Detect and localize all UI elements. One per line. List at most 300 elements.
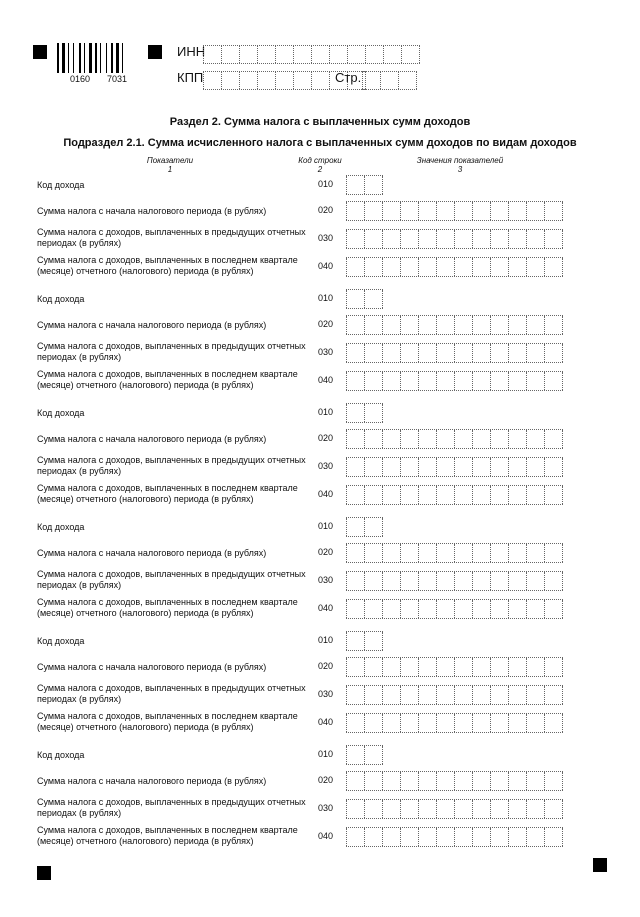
amount-field-020[interactable] [346, 429, 563, 449]
digit-cell[interactable] [508, 828, 526, 846]
digit-cell[interactable] [418, 486, 436, 504]
digit-cell[interactable] [490, 828, 508, 846]
digit-cell[interactable] [526, 430, 544, 448]
digit-cell[interactable] [490, 572, 508, 590]
digit-cell[interactable] [544, 772, 563, 790]
digit-cell[interactable] [454, 658, 472, 676]
digit-cell[interactable] [346, 714, 364, 732]
digit-cell[interactable] [346, 632, 364, 650]
amount-field-040[interactable] [346, 485, 563, 505]
digit-cell[interactable] [436, 544, 454, 562]
digit-cell[interactable] [544, 458, 563, 476]
line-code: 040 [318, 261, 334, 271]
digit-cell[interactable] [454, 800, 472, 818]
digit-cell[interactable] [418, 258, 436, 276]
digit-cell[interactable] [346, 404, 364, 422]
digit-cell[interactable] [418, 316, 436, 334]
digit-cell[interactable] [490, 600, 508, 618]
inn-label: ИНН [177, 44, 206, 59]
digit-cell[interactable] [436, 372, 454, 390]
digit-cell[interactable] [472, 486, 490, 504]
digit-cell[interactable] [364, 486, 382, 504]
digit-cell[interactable] [454, 316, 472, 334]
digit-cell[interactable] [418, 800, 436, 818]
digit-cell[interactable] [257, 46, 275, 63]
line-code: 020 [318, 319, 334, 329]
digit-cell[interactable] [490, 658, 508, 676]
digit-cell[interactable] [436, 658, 454, 676]
digit-cell[interactable] [382, 600, 400, 618]
digit-cell[interactable] [436, 600, 454, 618]
digit-cell[interactable] [382, 202, 400, 220]
amount-field-030[interactable] [346, 685, 563, 705]
digit-cell[interactable] [400, 344, 418, 362]
digit-cell[interactable] [508, 486, 526, 504]
digit-cell[interactable] [454, 458, 472, 476]
digit-cell[interactable] [275, 72, 293, 89]
digit-cell[interactable] [472, 686, 490, 704]
digit-cell[interactable] [490, 686, 508, 704]
digit-cell[interactable] [364, 344, 382, 362]
digit-cell[interactable] [400, 828, 418, 846]
digit-cell[interactable] [418, 230, 436, 248]
digit-cell[interactable] [472, 344, 490, 362]
amount-field-030[interactable] [346, 571, 563, 591]
digit-cell[interactable] [490, 258, 508, 276]
digit-cell[interactable] [472, 572, 490, 590]
amount-field-040[interactable] [346, 257, 563, 277]
digit-cell[interactable] [526, 572, 544, 590]
digit-cell[interactable] [382, 458, 400, 476]
digit-cell[interactable] [382, 230, 400, 248]
digit-cell[interactable] [364, 518, 383, 536]
digit-cell[interactable] [472, 430, 490, 448]
digit-cell[interactable] [400, 658, 418, 676]
amount-field-040[interactable] [346, 371, 563, 391]
digit-cell[interactable] [400, 800, 418, 818]
digit-cell[interactable] [436, 458, 454, 476]
digit-cell[interactable] [382, 658, 400, 676]
digit-cell[interactable] [365, 46, 383, 63]
digit-cell[interactable] [526, 658, 544, 676]
digit-cell[interactable] [418, 458, 436, 476]
digit-cell[interactable] [454, 544, 472, 562]
digit-cell[interactable] [382, 430, 400, 448]
digit-cell[interactable] [346, 772, 364, 790]
digit-cell[interactable] [454, 486, 472, 504]
digit-cell[interactable] [346, 430, 364, 448]
digit-cell[interactable] [382, 344, 400, 362]
digit-cell[interactable] [346, 800, 364, 818]
digit-cell[interactable] [544, 230, 563, 248]
digit-cell[interactable] [418, 372, 436, 390]
digit-cell[interactable] [346, 290, 364, 308]
digit-cell[interactable] [544, 372, 563, 390]
digit-cell[interactable] [436, 430, 454, 448]
digit-cell[interactable] [508, 372, 526, 390]
digit-cell[interactable] [508, 316, 526, 334]
digit-cell[interactable] [526, 344, 544, 362]
barcode-bar [82, 43, 83, 73]
digit-cell[interactable] [472, 772, 490, 790]
digit-cell[interactable] [418, 772, 436, 790]
digit-cell[interactable] [239, 46, 257, 63]
digit-cell[interactable] [418, 544, 436, 562]
digit-cell[interactable] [436, 258, 454, 276]
digit-cell[interactable] [346, 372, 364, 390]
subsection-title: Подраздел 2.1. Сумма исчисленного налога с выплаченных сумм доходов по видам доходов [63, 137, 577, 149]
barcode-bar [84, 43, 85, 73]
digit-cell[interactable] [544, 600, 563, 618]
row-label: Сумма налога с начала налогового периода (в рублях) [37, 776, 267, 786]
digit-cell[interactable] [346, 828, 364, 846]
digit-cell[interactable] [526, 230, 544, 248]
digit-cell[interactable] [472, 658, 490, 676]
digit-cell[interactable] [364, 230, 382, 248]
digit-cell[interactable] [544, 486, 563, 504]
digit-cell[interactable] [490, 430, 508, 448]
digit-cell[interactable] [436, 486, 454, 504]
digit-cell[interactable] [382, 544, 400, 562]
digit-cell[interactable] [472, 258, 490, 276]
amount-field-040[interactable] [346, 713, 563, 733]
digit-cell[interactable] [508, 544, 526, 562]
digit-cell[interactable] [472, 230, 490, 248]
digit-cell[interactable] [490, 800, 508, 818]
line-code: 020 [318, 547, 334, 557]
barcode-bar [106, 43, 107, 73]
page-field[interactable] [362, 71, 417, 90]
digit-cell[interactable] [490, 344, 508, 362]
digit-cell[interactable] [544, 828, 563, 846]
digit-cell[interactable] [490, 372, 508, 390]
digit-cell[interactable] [364, 404, 383, 422]
digit-cell[interactable] [544, 544, 563, 562]
digit-cell[interactable] [364, 316, 382, 334]
digit-cell[interactable] [400, 486, 418, 504]
amount-field-020[interactable] [346, 771, 563, 791]
digit-cell[interactable] [239, 72, 257, 89]
income-code-field[interactable] [346, 631, 383, 651]
digit-cell[interactable] [400, 316, 418, 334]
digit-cell[interactable] [257, 72, 275, 89]
digit-cell[interactable] [293, 46, 311, 63]
barcode-bar [120, 43, 121, 73]
digit-cell[interactable] [472, 600, 490, 618]
digit-cell[interactable] [380, 72, 398, 89]
digit-cell[interactable] [400, 430, 418, 448]
row-label: Сумма налога с доходов, выплаченных в последнем квартале (месяце) отчетного (налогового) периода (в рублях) [37, 597, 298, 618]
digit-cell[interactable] [418, 686, 436, 704]
digit-cell[interactable] [436, 714, 454, 732]
digit-cell[interactable] [364, 176, 383, 194]
digit-cell[interactable] [418, 714, 436, 732]
digit-cell[interactable] [400, 714, 418, 732]
digit-cell[interactable] [544, 344, 563, 362]
digit-cell[interactable] [490, 486, 508, 504]
digit-cell[interactable] [490, 230, 508, 248]
barcode-number: 7031 [107, 74, 128, 84]
digit-cell[interactable] [472, 714, 490, 732]
digit-cell[interactable] [490, 714, 508, 732]
digit-cell[interactable] [382, 800, 400, 818]
digit-cell[interactable] [508, 458, 526, 476]
digit-cell[interactable] [508, 686, 526, 704]
digit-cell[interactable] [508, 202, 526, 220]
digit-cell[interactable] [508, 800, 526, 818]
digit-cell[interactable] [454, 714, 472, 732]
digit-cell[interactable] [364, 290, 383, 308]
digit-cell[interactable] [436, 686, 454, 704]
digit-cell[interactable] [346, 202, 364, 220]
digit-cell[interactable] [400, 258, 418, 276]
digit-cell[interactable] [472, 316, 490, 334]
line-code: 020 [318, 205, 334, 215]
digit-cell[interactable] [418, 658, 436, 676]
digit-cell[interactable] [436, 230, 454, 248]
digit-cell[interactable] [544, 258, 563, 276]
digit-cell[interactable] [364, 800, 382, 818]
line-code: 020 [318, 661, 334, 671]
digit-cell[interactable] [362, 72, 380, 89]
digit-cell[interactable] [508, 714, 526, 732]
digit-cell[interactable] [508, 600, 526, 618]
digit-cell[interactable] [436, 800, 454, 818]
digit-cell[interactable] [454, 372, 472, 390]
digit-cell[interactable] [400, 686, 418, 704]
digit-cell[interactable] [544, 202, 563, 220]
digit-cell[interactable] [221, 46, 239, 63]
registration-mark [593, 858, 607, 872]
digit-cell[interactable] [364, 714, 382, 732]
digit-cell[interactable] [454, 258, 472, 276]
digit-cell[interactable] [418, 430, 436, 448]
amount-field-040[interactable] [346, 599, 563, 619]
digit-cell[interactable] [401, 46, 420, 63]
digit-cell[interactable] [346, 458, 364, 476]
digit-cell[interactable] [508, 658, 526, 676]
barcode-bar [93, 43, 94, 73]
digit-cell[interactable] [454, 686, 472, 704]
digit-cell[interactable] [364, 600, 382, 618]
digit-cell[interactable] [275, 46, 293, 63]
digit-cell[interactable] [364, 258, 382, 276]
digit-cell[interactable] [526, 686, 544, 704]
digit-cell[interactable] [311, 72, 329, 89]
digit-cell[interactable] [526, 772, 544, 790]
digit-cell[interactable] [526, 458, 544, 476]
digit-cell[interactable] [382, 686, 400, 704]
digit-cell[interactable] [454, 430, 472, 448]
digit-cell[interactable] [454, 344, 472, 362]
digit-cell[interactable] [383, 46, 401, 63]
income-code-field[interactable] [346, 745, 383, 765]
digit-cell[interactable] [490, 544, 508, 562]
digit-cell[interactable] [526, 202, 544, 220]
digit-cell[interactable] [382, 828, 400, 846]
digit-cell[interactable] [526, 258, 544, 276]
digit-cell[interactable] [526, 828, 544, 846]
digit-cell[interactable] [526, 714, 544, 732]
amount-field-020[interactable] [346, 543, 563, 563]
digit-cell[interactable] [346, 544, 364, 562]
digit-cell[interactable] [400, 600, 418, 618]
income-code-field[interactable] [346, 517, 383, 537]
digit-cell[interactable] [526, 600, 544, 618]
barcode [57, 43, 137, 73]
digit-cell[interactable] [526, 372, 544, 390]
digit-cell[interactable] [454, 572, 472, 590]
amount-field-030[interactable] [346, 343, 563, 363]
digit-cell[interactable] [400, 772, 418, 790]
digit-cell[interactable] [418, 600, 436, 618]
digit-cell[interactable] [346, 518, 364, 536]
digit-cell[interactable] [400, 458, 418, 476]
digit-cell[interactable] [508, 258, 526, 276]
income-code-field[interactable] [346, 175, 383, 195]
digit-cell[interactable] [436, 772, 454, 790]
income-code-field[interactable] [346, 289, 383, 309]
digit-cell[interactable] [472, 202, 490, 220]
digit-cell[interactable] [454, 230, 472, 248]
row-label: Сумма налога с доходов, выплаченных в предыдущих отчетных периодах (в рублях) [37, 683, 306, 704]
line-code: 040 [318, 489, 334, 499]
digit-cell[interactable] [472, 544, 490, 562]
digit-cell[interactable] [490, 316, 508, 334]
digit-cell[interactable] [400, 372, 418, 390]
digit-cell[interactable] [364, 458, 382, 476]
digit-cell[interactable] [364, 746, 383, 764]
digit-cell[interactable] [382, 316, 400, 334]
digit-cell[interactable] [508, 230, 526, 248]
inn-field[interactable] [203, 45, 420, 64]
digit-cell[interactable] [346, 344, 364, 362]
digit-cell[interactable] [418, 344, 436, 362]
line-code: 040 [318, 603, 334, 613]
digit-cell[interactable] [346, 686, 364, 704]
digit-cell[interactable] [364, 372, 382, 390]
digit-cell[interactable] [382, 772, 400, 790]
digit-cell[interactable] [544, 800, 563, 818]
digit-cell[interactable] [364, 828, 382, 846]
digit-cell[interactable] [508, 430, 526, 448]
digit-cell[interactable] [544, 316, 563, 334]
digit-cell[interactable] [526, 486, 544, 504]
digit-cell[interactable] [203, 72, 221, 89]
digit-cell[interactable] [347, 46, 365, 63]
digit-cell[interactable] [526, 316, 544, 334]
digit-cell[interactable] [382, 372, 400, 390]
digit-cell[interactable] [508, 572, 526, 590]
digit-cell[interactable] [346, 486, 364, 504]
digit-cell[interactable] [346, 230, 364, 248]
digit-cell[interactable] [364, 632, 383, 650]
digit-cell[interactable] [293, 72, 311, 89]
digit-cell[interactable] [454, 772, 472, 790]
digit-cell[interactable] [382, 572, 400, 590]
digit-cell[interactable] [544, 686, 563, 704]
digit-cell[interactable] [400, 230, 418, 248]
digit-cell[interactable] [490, 202, 508, 220]
digit-cell[interactable] [400, 202, 418, 220]
digit-cell[interactable] [364, 658, 382, 676]
amount-field-030[interactable] [346, 457, 563, 477]
digit-cell[interactable] [472, 372, 490, 390]
digit-cell[interactable] [436, 316, 454, 334]
digit-cell[interactable] [346, 176, 364, 194]
digit-cell[interactable] [346, 572, 364, 590]
barcode-bar [98, 43, 99, 73]
digit-cell[interactable] [454, 600, 472, 618]
digit-cell[interactable] [382, 486, 400, 504]
row-label: Сумма налога с доходов, выплаченных в последнем квартале (месяце) отчетного (налогового) периода (в рублях) [37, 255, 298, 276]
digit-cell[interactable] [364, 772, 382, 790]
digit-cell[interactable] [364, 686, 382, 704]
digit-cell[interactable] [544, 430, 563, 448]
digit-cell[interactable] [346, 258, 364, 276]
digit-cell[interactable] [400, 544, 418, 562]
digit-cell[interactable] [346, 600, 364, 618]
digit-cell[interactable] [472, 828, 490, 846]
digit-cell[interactable] [490, 772, 508, 790]
digit-cell[interactable] [346, 658, 364, 676]
digit-cell[interactable] [454, 202, 472, 220]
digit-cell[interactable] [508, 344, 526, 362]
digit-cell[interactable] [418, 572, 436, 590]
digit-cell[interactable] [544, 572, 563, 590]
digit-cell[interactable] [436, 202, 454, 220]
amount-field-020[interactable] [346, 201, 563, 221]
digit-cell[interactable] [436, 828, 454, 846]
digit-cell[interactable] [221, 72, 239, 89]
digit-cell[interactable] [346, 746, 364, 764]
digit-cell[interactable] [311, 46, 329, 63]
digit-cell[interactable] [364, 544, 382, 562]
digit-cell[interactable] [544, 658, 563, 676]
row-label: Код дохода [37, 522, 85, 532]
digit-cell[interactable] [418, 202, 436, 220]
digit-cell[interactable] [364, 202, 382, 220]
income-code-field[interactable] [346, 403, 383, 423]
digit-cell[interactable] [526, 544, 544, 562]
digit-cell[interactable] [490, 458, 508, 476]
digit-cell[interactable] [382, 714, 400, 732]
digit-cell[interactable] [436, 344, 454, 362]
digit-cell[interactable] [472, 458, 490, 476]
amount-field-030[interactable] [346, 229, 563, 249]
digit-cell[interactable] [329, 46, 347, 63]
digit-cell[interactable] [418, 828, 436, 846]
amount-field-040[interactable] [346, 827, 563, 847]
digit-cell[interactable] [203, 46, 221, 63]
digit-cell[interactable] [544, 714, 563, 732]
row-label: Сумма налога с доходов, выплаченных в предыдущих отчетных периодах (в рублях) [37, 797, 306, 818]
digit-cell[interactable] [526, 800, 544, 818]
digit-cell[interactable] [400, 572, 418, 590]
digit-cell[interactable] [508, 772, 526, 790]
amount-field-020[interactable] [346, 315, 563, 335]
digit-cell[interactable] [472, 800, 490, 818]
digit-cell[interactable] [364, 572, 382, 590]
digit-cell[interactable] [398, 72, 417, 89]
digit-cell[interactable] [454, 828, 472, 846]
amount-field-030[interactable] [346, 799, 563, 819]
digit-cell[interactable] [436, 572, 454, 590]
digit-cell[interactable] [364, 430, 382, 448]
digit-cell[interactable] [346, 316, 364, 334]
amount-field-020[interactable] [346, 657, 563, 677]
digit-cell[interactable] [382, 258, 400, 276]
